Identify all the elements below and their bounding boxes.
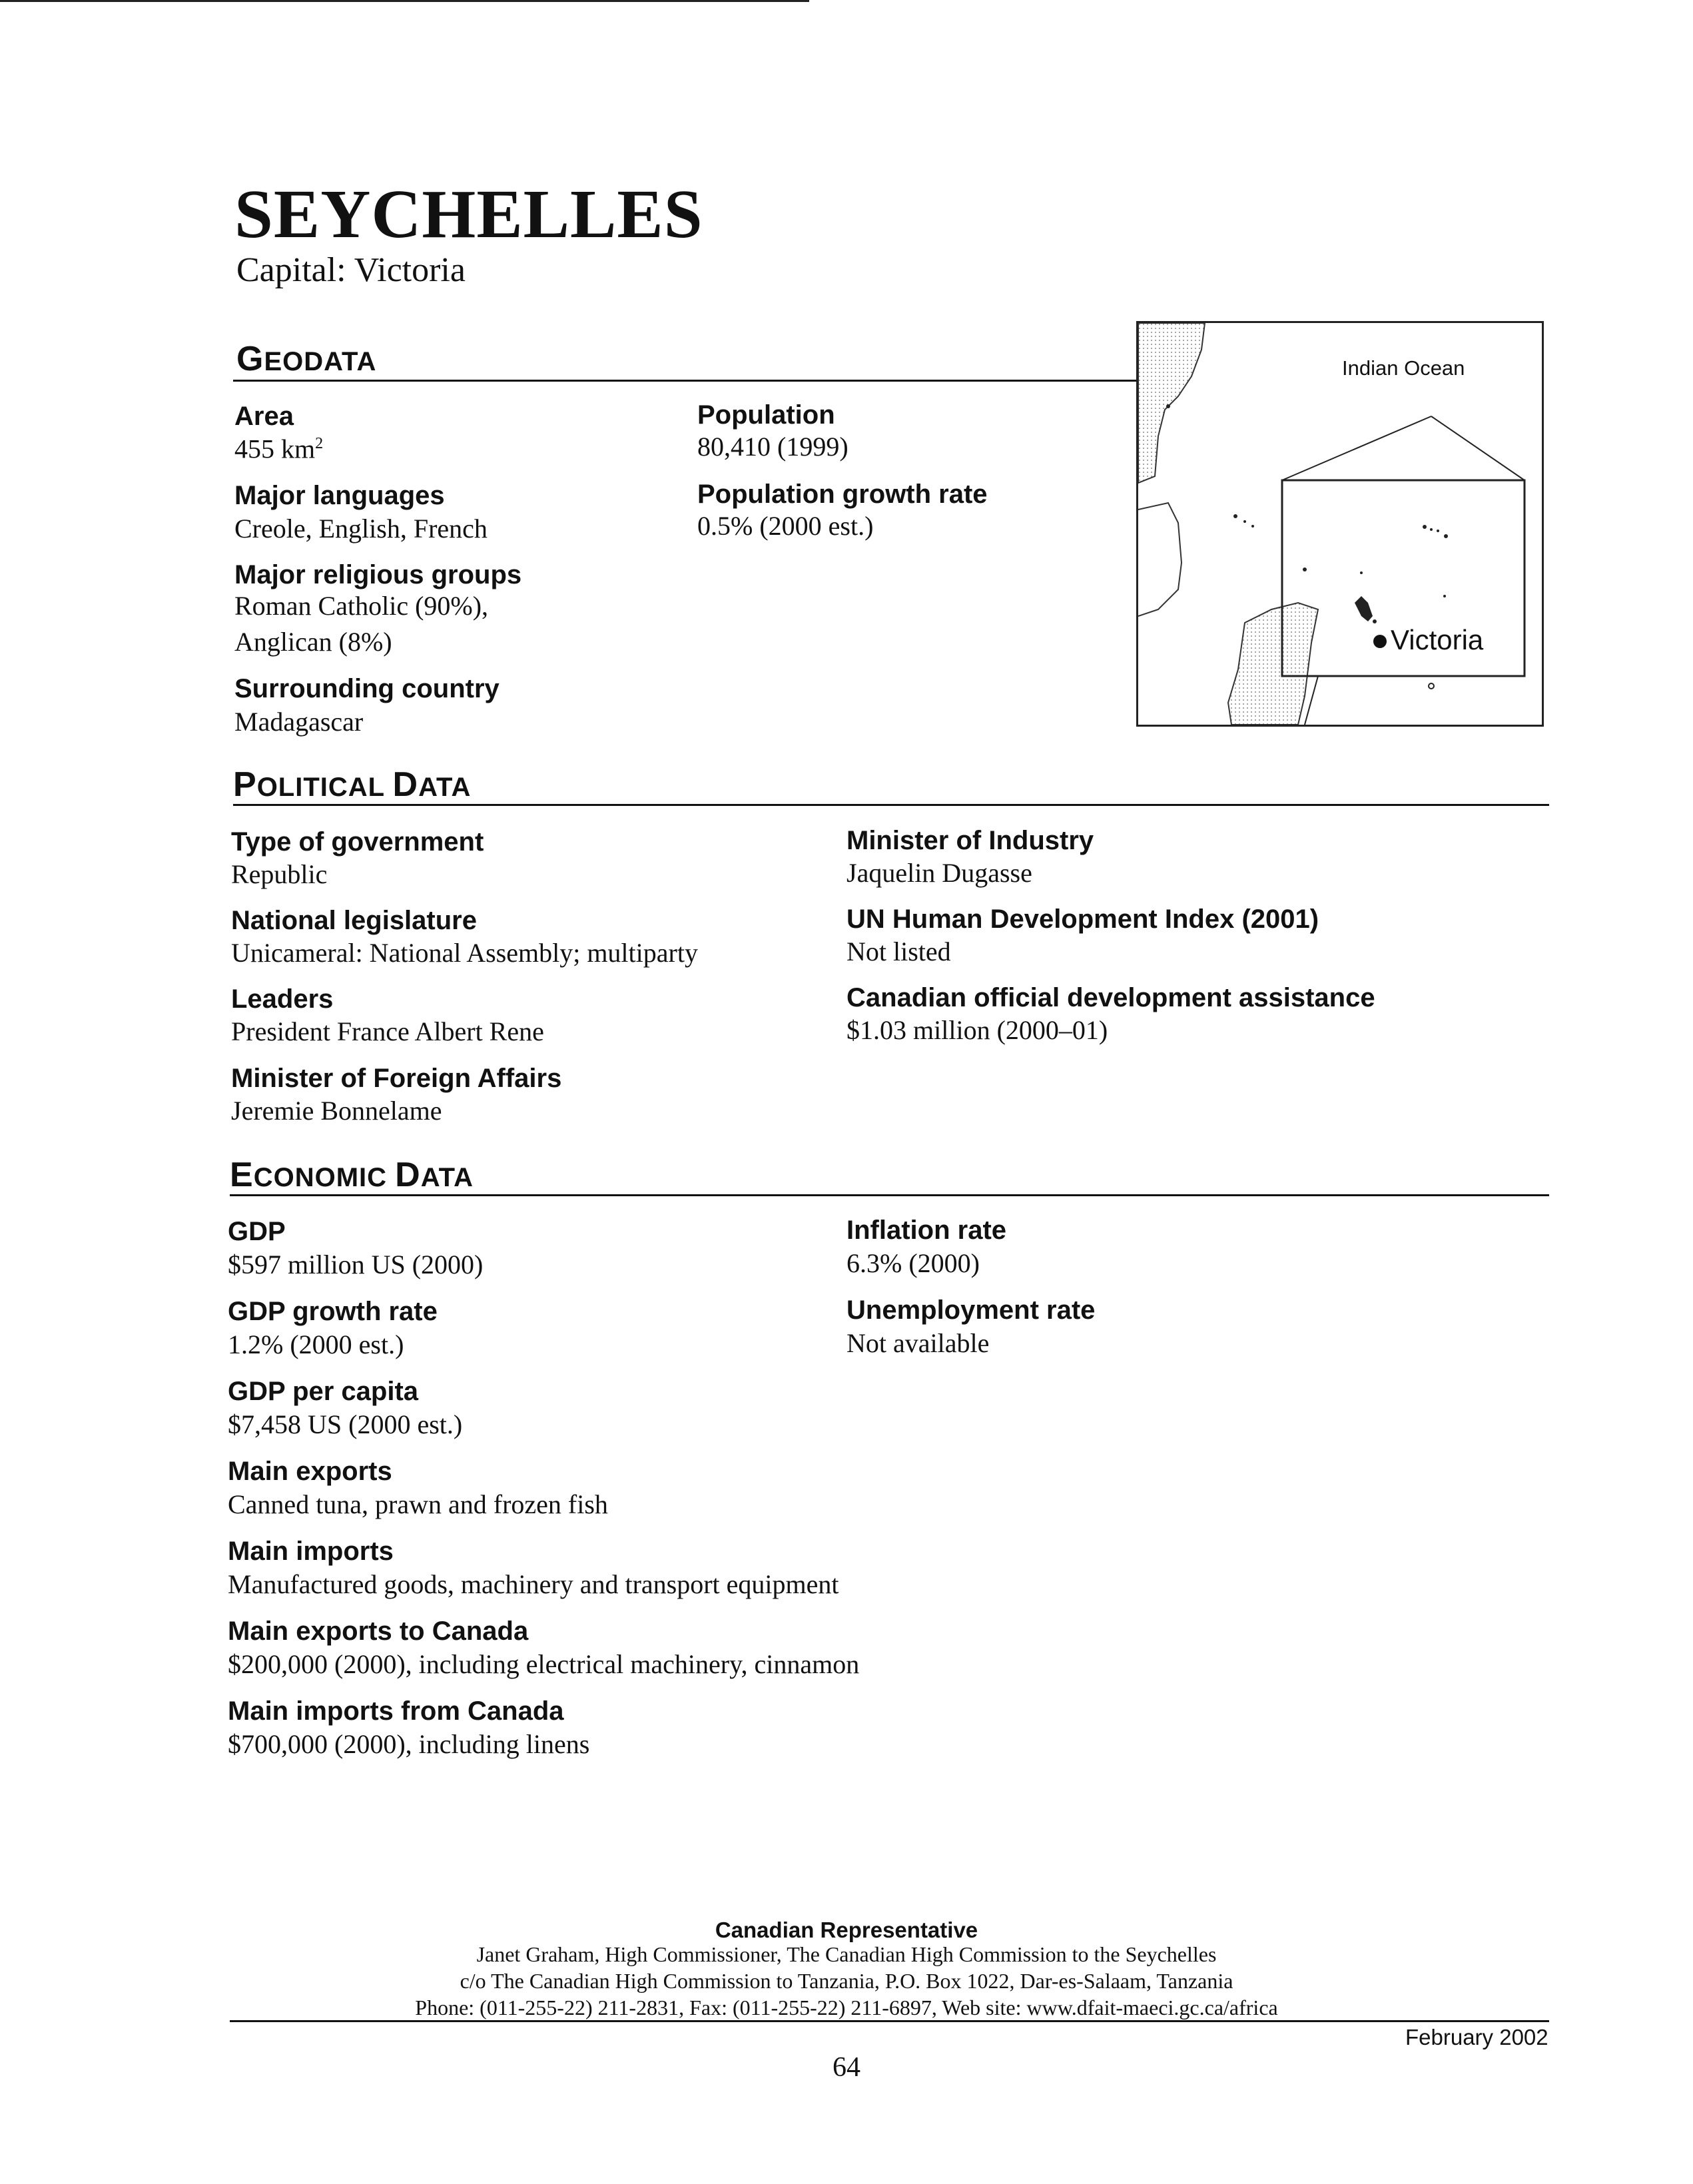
leaders-label: Leaders (231, 984, 334, 1014)
imports-canada-value: $700,000 (2000), including linens (228, 1729, 590, 1759)
political-rule (233, 804, 1549, 806)
gov-label: Type of government (231, 827, 484, 857)
inflation-value: 6.3% (2000) (846, 1248, 980, 1278)
industry-minister-value: Jaquelin Dugasse (846, 858, 1032, 888)
oda-label: Canadian official development assistance (846, 983, 1375, 1012)
imports-label: Main imports (228, 1537, 394, 1566)
surrounding-value: Madagascar (234, 707, 364, 737)
religion-value-1: Roman Catholic (90%), (234, 591, 489, 621)
gdp-growth-value: 1.2% (2000 est.) (228, 1329, 404, 1359)
victoria-marker (1373, 635, 1387, 648)
industry-minister-label: Minister of Industry (846, 826, 1094, 855)
top-border-line (0, 0, 809, 2)
geodata-rule (233, 380, 1139, 382)
representative-line-3: Phone: (011-255-22) 211-2831, Fax: (011-255-22) 211-6897, Web site: www.dfait-maeci.gc.ca/africa (415, 1996, 1278, 2019)
area-value: 455 $km^2$ (234, 434, 324, 464)
ocean-label: Indian Ocean (1342, 356, 1465, 380)
section-title-political: POLITICAL DATA (233, 765, 472, 804)
capital-subtitle: Capital: Victoria (236, 251, 466, 289)
gdp-label: GDP (228, 1217, 286, 1246)
languages-value: Creole, English, French (234, 514, 488, 544)
representative-line-1: Janet Graham, High Commissioner, The Canadian High Commission to the Seychelles (476, 1942, 1217, 1966)
coast-line (1138, 503, 1182, 616)
footer-rule (230, 2020, 1549, 2022)
imports-value: Manufactured goods, machinery and transport equipment (228, 1569, 839, 1599)
legislature-label: National legislature (231, 906, 477, 935)
location-map (1136, 321, 1544, 727)
imports-canada-label: Main imports from Canada (228, 1696, 564, 1726)
hdi-value: Not listed (846, 936, 951, 966)
exports-label: Main exports (228, 1457, 392, 1486)
languages-label: Major languages (234, 481, 445, 510)
section-title-geodata: GEODATA (236, 340, 377, 378)
foreign-minister-value: Jeremie Bonnelame (231, 1096, 442, 1126)
exports-canada-value: $200,000 (2000), including electrical machinery, cinnamon (228, 1649, 860, 1679)
legislature-value: Unicameral: National Assembly; multiparty (231, 938, 698, 968)
surrounding-label: Surrounding country (234, 674, 500, 703)
exports-value: Canned tuna, prawn and frozen fish (228, 1489, 608, 1519)
area-label: Area (234, 402, 294, 431)
inflation-label: Inflation rate (846, 1216, 1007, 1245)
oda-value: $1.03 million (2000–01) (846, 1015, 1108, 1045)
pop-growth-value: 0.5% (2000 est.) (697, 511, 874, 541)
foreign-minister-label: Minister of Foreign Affairs (231, 1064, 562, 1093)
representative-line-2: c/o The Canadian High Commission to Tanzania, P.O. Box 1022, Dar-es-Salaam, Tanzania (460, 1969, 1233, 1993)
madagascar-shape (1228, 603, 1318, 725)
economic-rule (230, 1194, 1549, 1196)
hdi-label: UN Human Development Index (2001) (846, 905, 1319, 934)
gdp-value: $597 million US (2000) (228, 1250, 484, 1279)
gdp-growth-label: GDP growth rate (228, 1297, 438, 1326)
pop-growth-label: Population growth rate (697, 480, 988, 509)
religion-label: Major religious groups (234, 560, 522, 589)
religion-value-2: Anglican (8%) (234, 627, 392, 657)
publication-date: February 2002 (1405, 2025, 1548, 2049)
gov-value: Republic (231, 859, 328, 889)
section-title-economic: ECONOMIC DATA (230, 1156, 474, 1194)
page-number: 64 (833, 2052, 860, 2083)
city-label: Victoria (1391, 624, 1484, 655)
page-title: SEYCHELLES (234, 176, 703, 252)
map-graphic (1138, 323, 1542, 725)
representative-title: Canadian Representative (715, 1918, 978, 1942)
leaders-value: President France Albert Rene (231, 1016, 544, 1046)
africa-coast-shape (1138, 323, 1205, 483)
unemployment-value: Not available (846, 1328, 990, 1358)
gdp-capita-label: GDP per capita (228, 1377, 419, 1406)
exports-canada-label: Main exports to Canada (228, 1617, 529, 1646)
population-value: 80,410 (1999) (697, 432, 848, 462)
gdp-capita-value: $7,458 US (2000 est.) (228, 1409, 463, 1439)
population-label: Population (697, 400, 835, 430)
unemployment-label: Unemployment rate (846, 1295, 1096, 1325)
